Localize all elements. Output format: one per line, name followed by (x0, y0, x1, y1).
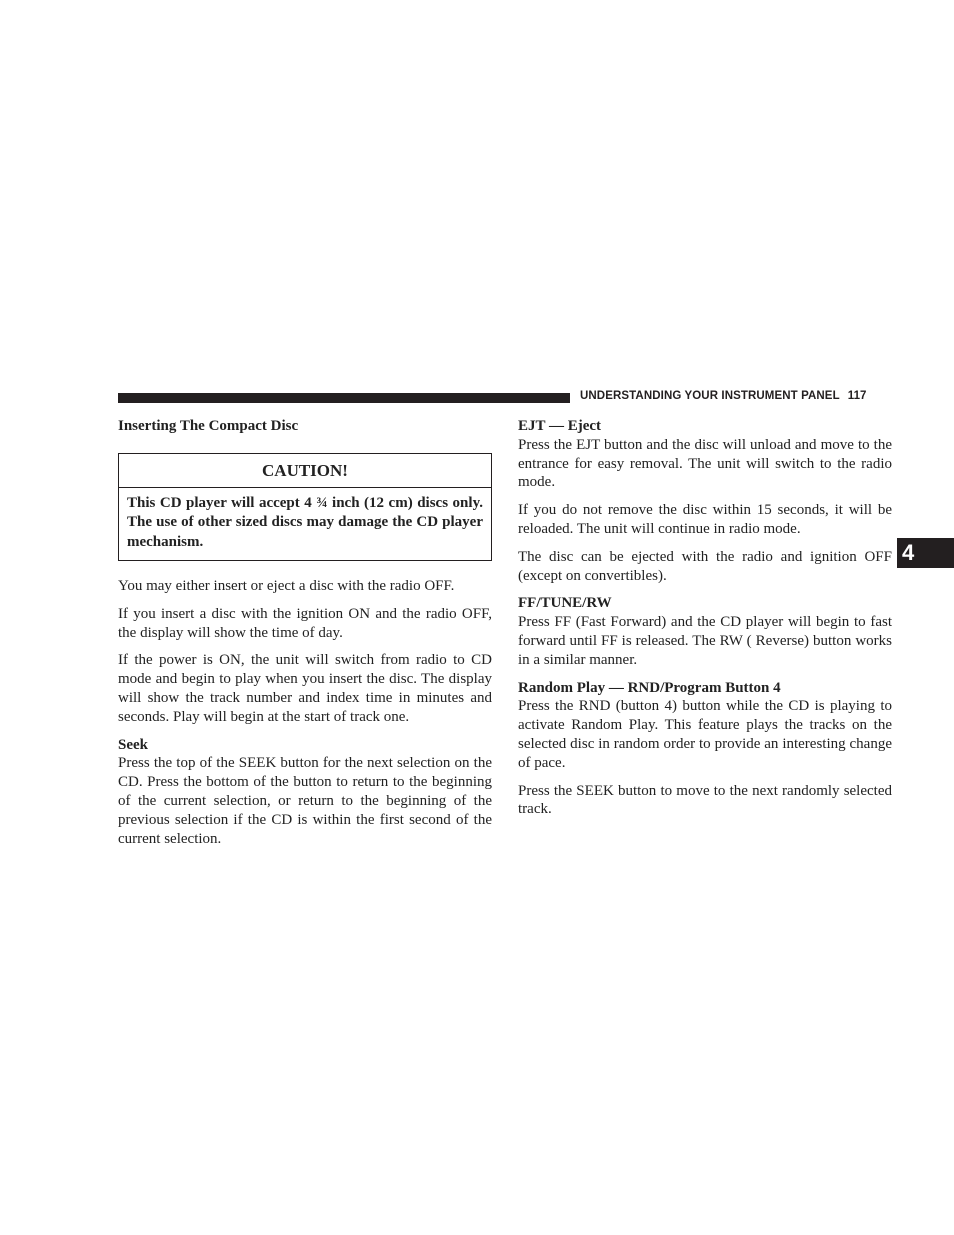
right-column (518, 417, 892, 828)
caution-title: CAUTION! (119, 454, 491, 488)
header-rule (118, 393, 570, 403)
random-play-text-2: Press the SEEK button to move to the next randomly selected track. (518, 782, 892, 818)
eject-text-2: If you do not remove the disc within 15 seconds, it will be reloaded. The unit will continue in radio mode. (518, 502, 892, 537)
eject-text-1: Press the EJT button and the disc will unload and move to the entrance for easy removal. The unit will switch to the radio mode. (518, 436, 892, 491)
ff-tune-rw-heading: FF/TUNE/RW (518, 595, 612, 612)
inserting-disc-heading: Inserting The Compact Disc (118, 418, 299, 434)
chapter-tab: 4 (897, 538, 954, 568)
paragraph-power-on: If the power is ON, the unit will switch from radio to CD mode and begin to play when you insert the disc. The display will show the track number and index time in minutes and seconds. Play will begin at the start of track one. (118, 652, 492, 725)
ff-tune-rw-text: Press FF (Fast Forward) and the CD player will begin to fast forward until FF is released. The RW ( Reverse) button works in a similar manner. (518, 614, 892, 668)
caution-body: This CD player will accept 4 ¾ inch (12 cm) discs only. The use of other sized discs may damage the CD player mechanism. (127, 494, 483, 550)
seek-text: Press the top of the SEEK button for the next selection on the CD. Press the bottom of the button to return to the beginning of the current selection, or return to the beginning of the previous selection if the CD is within the first second of the current selection. (118, 755, 492, 847)
eject-text-3: The disc can be ejected with the radio and ignition OFF (except on convertibles). (518, 548, 892, 584)
caution-box (118, 453, 492, 561)
page-number: 117 (847, 390, 867, 402)
left-column (118, 417, 492, 857)
running-header (580, 390, 892, 402)
random-play-heading: Random Play — RND/Program Button 4 (518, 679, 781, 696)
seek-heading: Seek (118, 736, 148, 753)
section-title: UNDERSTANDING YOUR INSTRUMENT PANEL (580, 390, 840, 402)
paragraph-insert-eject: You may either insert or eject a disc with the radio OFF. (118, 578, 455, 595)
random-play-text-1: Press the RND (button 4) button while the CD is playing to activate Random Play. This feature plays the tracks on the selected disc in random order to provide an interesting change of pace. (518, 698, 892, 771)
eject-heading: EJT — Eject (518, 418, 602, 434)
paragraph-ignition-on: If you insert a disc with the ignition ON and the radio OFF, the display will show the time of day. (118, 605, 492, 641)
